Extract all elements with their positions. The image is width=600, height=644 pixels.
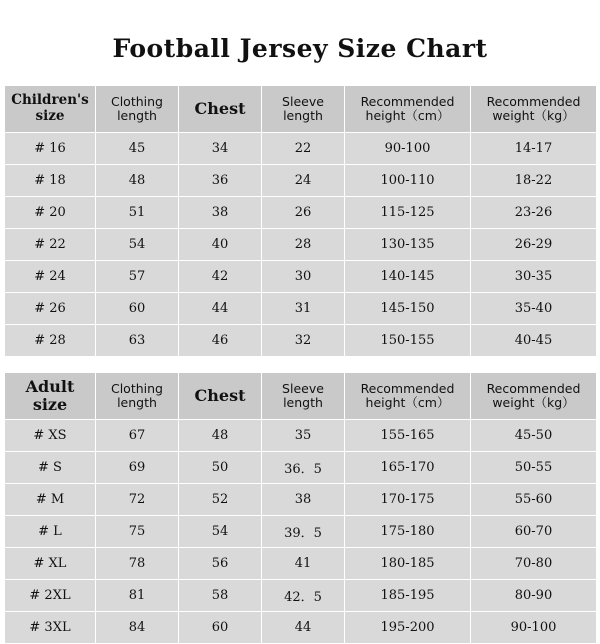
table-row — [5, 484, 597, 516]
cell-size: # 3XL — [5, 612, 96, 644]
cell-clothing-length: 72 — [96, 484, 179, 516]
adult-size-table — [4, 372, 597, 644]
table-header-row — [5, 373, 597, 420]
table-row — [5, 133, 597, 165]
cell-chest: 40 — [179, 229, 262, 261]
cell-size: # S — [5, 452, 96, 484]
cell-weight: 80-90 — [471, 580, 597, 612]
cell-sleeve-length: 30 — [262, 261, 345, 293]
cell-height: 180-185 — [345, 548, 471, 580]
cell-chest: 46 — [179, 325, 262, 357]
cell-size: # 28 — [5, 325, 96, 357]
cell-chest: 36 — [179, 165, 262, 197]
cell-weight: 18-22 — [471, 165, 597, 197]
cell-height: 165-170 — [345, 452, 471, 484]
adult-table-body — [5, 420, 597, 644]
adult-table-header — [5, 373, 597, 420]
cell-chest: 42 — [179, 261, 262, 293]
children-size-table — [4, 85, 597, 357]
table-row — [5, 452, 597, 484]
cell-sleeve-length: 35 — [262, 420, 345, 452]
col-header-sleeve-length: Sleeve length — [262, 86, 345, 133]
cell-size: # 24 — [5, 261, 96, 293]
cell-size: # 2XL — [5, 580, 96, 612]
cell-sleeve-length: 39．5 — [262, 516, 345, 548]
cell-sleeve-length: 28 — [262, 229, 345, 261]
cell-clothing-length: 75 — [96, 516, 179, 548]
cell-height: 185-195 — [345, 580, 471, 612]
cell-chest: 48 — [179, 420, 262, 452]
cell-sleeve-length: 36．5 — [262, 452, 345, 484]
cell-sleeve-length: 44 — [262, 612, 345, 644]
cell-weight: 55-60 — [471, 484, 597, 516]
cell-clothing-length: 54 — [96, 229, 179, 261]
cell-clothing-length: 69 — [96, 452, 179, 484]
table-row — [5, 612, 597, 644]
table-row — [5, 420, 597, 452]
cell-sleeve-length: 22 — [262, 133, 345, 165]
cell-clothing-length: 84 — [96, 612, 179, 644]
cell-weight: 70-80 — [471, 548, 597, 580]
cell-height: 175-180 — [345, 516, 471, 548]
cell-height: 195-200 — [345, 612, 471, 644]
cell-sleeve-length: 24 — [262, 165, 345, 197]
cell-sleeve-length: 32 — [262, 325, 345, 357]
cell-chest: 38 — [179, 197, 262, 229]
cell-clothing-length: 60 — [96, 293, 179, 325]
cell-size: # M — [5, 484, 96, 516]
table-row — [5, 580, 597, 612]
cell-sleeve-length: 31 — [262, 293, 345, 325]
col-header-recommended-weight: Recommended weight（kg） — [471, 373, 597, 420]
cell-chest: 44 — [179, 293, 262, 325]
cell-weight: 14-17 — [471, 133, 597, 165]
cell-chest: 52 — [179, 484, 262, 516]
cell-clothing-length: 57 — [96, 261, 179, 293]
table-row — [5, 229, 597, 261]
col-header-clothing-length: Clothing length — [96, 86, 179, 133]
cell-sleeve-length: 26 — [262, 197, 345, 229]
cell-clothing-length: 81 — [96, 580, 179, 612]
cell-weight: 26-29 — [471, 229, 597, 261]
cell-clothing-length: 63 — [96, 325, 179, 357]
cell-chest: 60 — [179, 612, 262, 644]
table-row — [5, 197, 597, 229]
page-title: Football Jersey Size Chart — [112, 34, 488, 63]
col-header-recommended-height: Recommended height（cm） — [345, 373, 471, 420]
table-header-row — [5, 86, 597, 133]
cell-height: 115-125 — [345, 197, 471, 229]
cell-height: 140-145 — [345, 261, 471, 293]
cell-chest: 34 — [179, 133, 262, 165]
cell-weight: 60-70 — [471, 516, 597, 548]
tables-container — [0, 85, 600, 644]
cell-height: 130-135 — [345, 229, 471, 261]
cell-size: # 22 — [5, 229, 96, 261]
cell-sleeve-length: 41 — [262, 548, 345, 580]
cell-size: # XL — [5, 548, 96, 580]
cell-sleeve-length: 42．5 — [262, 580, 345, 612]
cell-clothing-length: 67 — [96, 420, 179, 452]
cell-clothing-length: 48 — [96, 165, 179, 197]
cell-weight: 30-35 — [471, 261, 597, 293]
cell-weight: 35-40 — [471, 293, 597, 325]
col-header-recommended-height: Recommended height（cm） — [345, 86, 471, 133]
cell-sleeve-length: 38 — [262, 484, 345, 516]
col-header-chest: Chest — [179, 373, 262, 420]
table-row — [5, 165, 597, 197]
children-table-header — [5, 86, 597, 133]
col-header-sleeve-length: Sleeve length — [262, 373, 345, 420]
col-header-recommended-weight: Recommended weight（kg） — [471, 86, 597, 133]
cell-height: 155-165 — [345, 420, 471, 452]
cell-size: # XS — [5, 420, 96, 452]
table-row — [5, 516, 597, 548]
cell-clothing-length: 78 — [96, 548, 179, 580]
cell-size: # 18 — [5, 165, 96, 197]
cell-height: 100-110 — [345, 165, 471, 197]
cell-weight: 45-50 — [471, 420, 597, 452]
cell-clothing-length: 45 — [96, 133, 179, 165]
col-header-chest: Chest — [179, 86, 262, 133]
cell-chest: 54 — [179, 516, 262, 548]
cell-size: # L — [5, 516, 96, 548]
cell-weight: 40-45 — [471, 325, 597, 357]
table-divider — [4, 357, 596, 363]
cell-size: # 20 — [5, 197, 96, 229]
table-row — [5, 293, 597, 325]
cell-chest: 56 — [179, 548, 262, 580]
cell-weight: 50-55 — [471, 452, 597, 484]
cell-weight: 90-100 — [471, 612, 597, 644]
children-table-body — [5, 133, 597, 357]
cell-weight: 23-26 — [471, 197, 597, 229]
table-row — [5, 261, 597, 293]
cell-size: # 16 — [5, 133, 96, 165]
table-row — [5, 325, 597, 357]
cell-height: 150-155 — [345, 325, 471, 357]
col-header-adult-size: Adult size — [5, 373, 96, 420]
cell-height: 170-175 — [345, 484, 471, 516]
col-header-clothing-length: Clothing length — [96, 373, 179, 420]
cell-chest: 58 — [179, 580, 262, 612]
table-row — [5, 548, 597, 580]
cell-clothing-length: 51 — [96, 197, 179, 229]
cell-height: 145-150 — [345, 293, 471, 325]
cell-chest: 50 — [179, 452, 262, 484]
col-header-children-size: Children's size — [5, 86, 96, 133]
cell-height: 90-100 — [345, 133, 471, 165]
cell-size: # 26 — [5, 293, 96, 325]
